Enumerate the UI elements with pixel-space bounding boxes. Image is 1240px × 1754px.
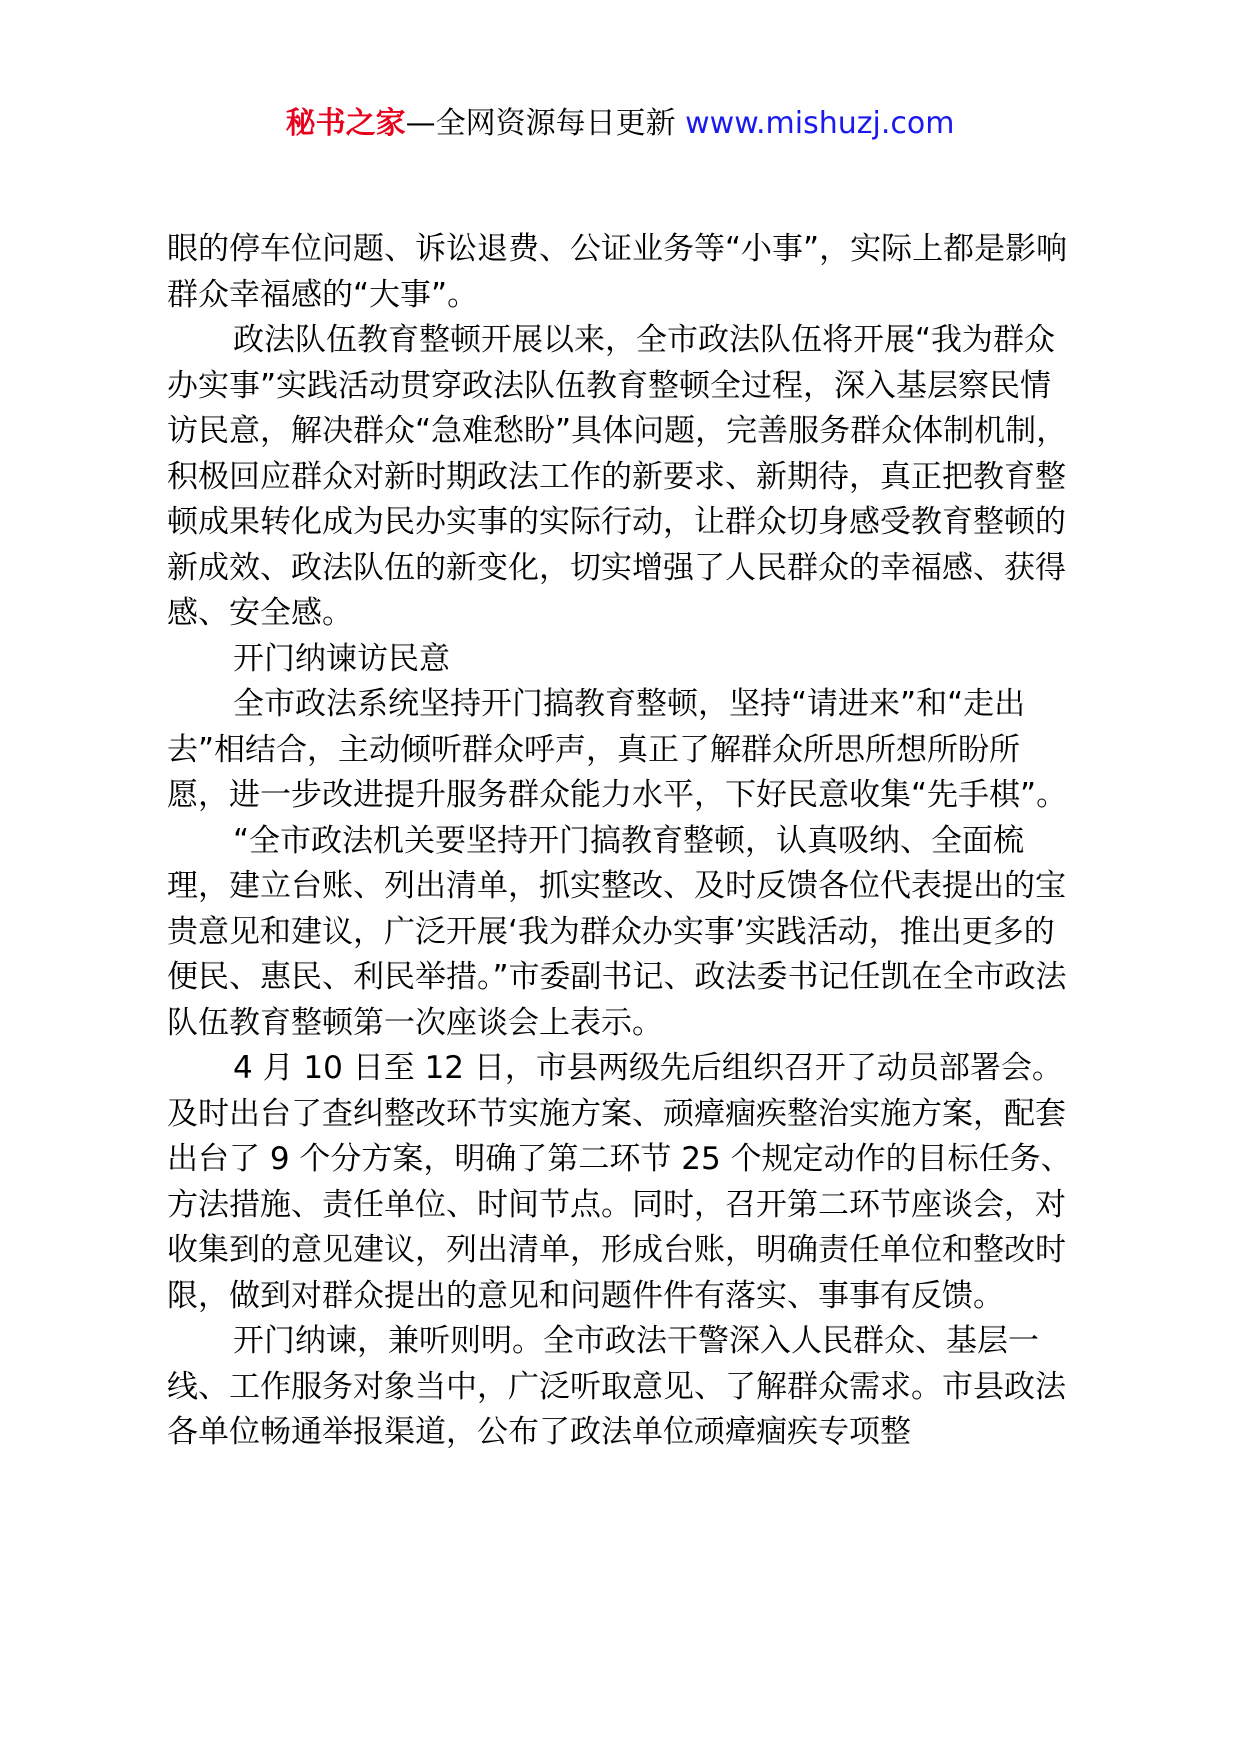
paragraph: 4 月 10 日至 12 日，市县两级先后组织召开了动员部署会。及时出台了查纠整改环节实施方案、顽瘴痼疾整治实施方案，配套出台了 9 个分方案，明确了第二环节 25 个规定动作的目标任务、方法措施、责任单位、时间节点。同时，召开第二环节座谈会，对收集到的意见建议，列出清单，形成台账，明确责任单位和整改时限，做到对群众提出的意见和问题件件有落实、事事有反馈。 [167,1050,1072,1314]
site-header [0,100,1240,148]
document-body [167,227,1079,1456]
paragraph: “全市政法机关要坚持开门搞教育整顿，认真吸纳、全面梳理，建立台账、列出清单，抓实整改、及时反馈各位代表提出的宝贵意见和建议，广泛开展‘我为群众办实事’实践活动，推出更多的便民、惠民、利民举措。”市委副书记、政法委书记任凯在全市政法队伍教育整顿第一次座谈会上表示。 [167,822,1067,1041]
site-brand: 秘书之家 [285,106,406,141]
paragraph: 开门纳谏，兼听则明。全市政法干警深入人民群众、基层一线、工作服务对象当中，广泛听取意见、了解群众需求。市县政法各单位畅通举报渠道，公布了政法单位顽瘴痼疾专项整 [167,1323,1066,1450]
paragraph: 全市政法系统坚持开门搞教育整顿，坚持“请进来”和“走出去”相结合，主动倾听群众呼声，真正了解群众所思所想所盼所愿，进一步改进提升服务群众能力水平，下好民意收集“先手棋”。 [167,686,1068,813]
site-slogan: —全网资源每日更新 [405,106,676,141]
section-heading: 开门纳谏访民意 [233,640,450,677]
paragraph: 政法队伍教育整顿开展以来，全市政法队伍将开展“我为群众办实事”实践活动贯穿政法队伍教育整顿全过程，深入基层察民情访民意，解决群众“急难愁盼”具体问题，完善服务群众体制机制，积极回应群众对新时期政法工作的新要求、新期待，真正把教育整顿成果转化成为民办实事的实际行动，让群众切身感受教育整顿的新成效、政法队伍的新变化，切实增强了人民群众的幸福感、获得感、安全感。 [167,322,1068,631]
paragraph: 眼的停车位问题、诉讼退费、公证业务等“小事”，实际上都是影响群众幸福感的“大事”。 [167,231,1068,313]
site-url-link[interactable]: www.mishuzj.com [685,106,955,141]
